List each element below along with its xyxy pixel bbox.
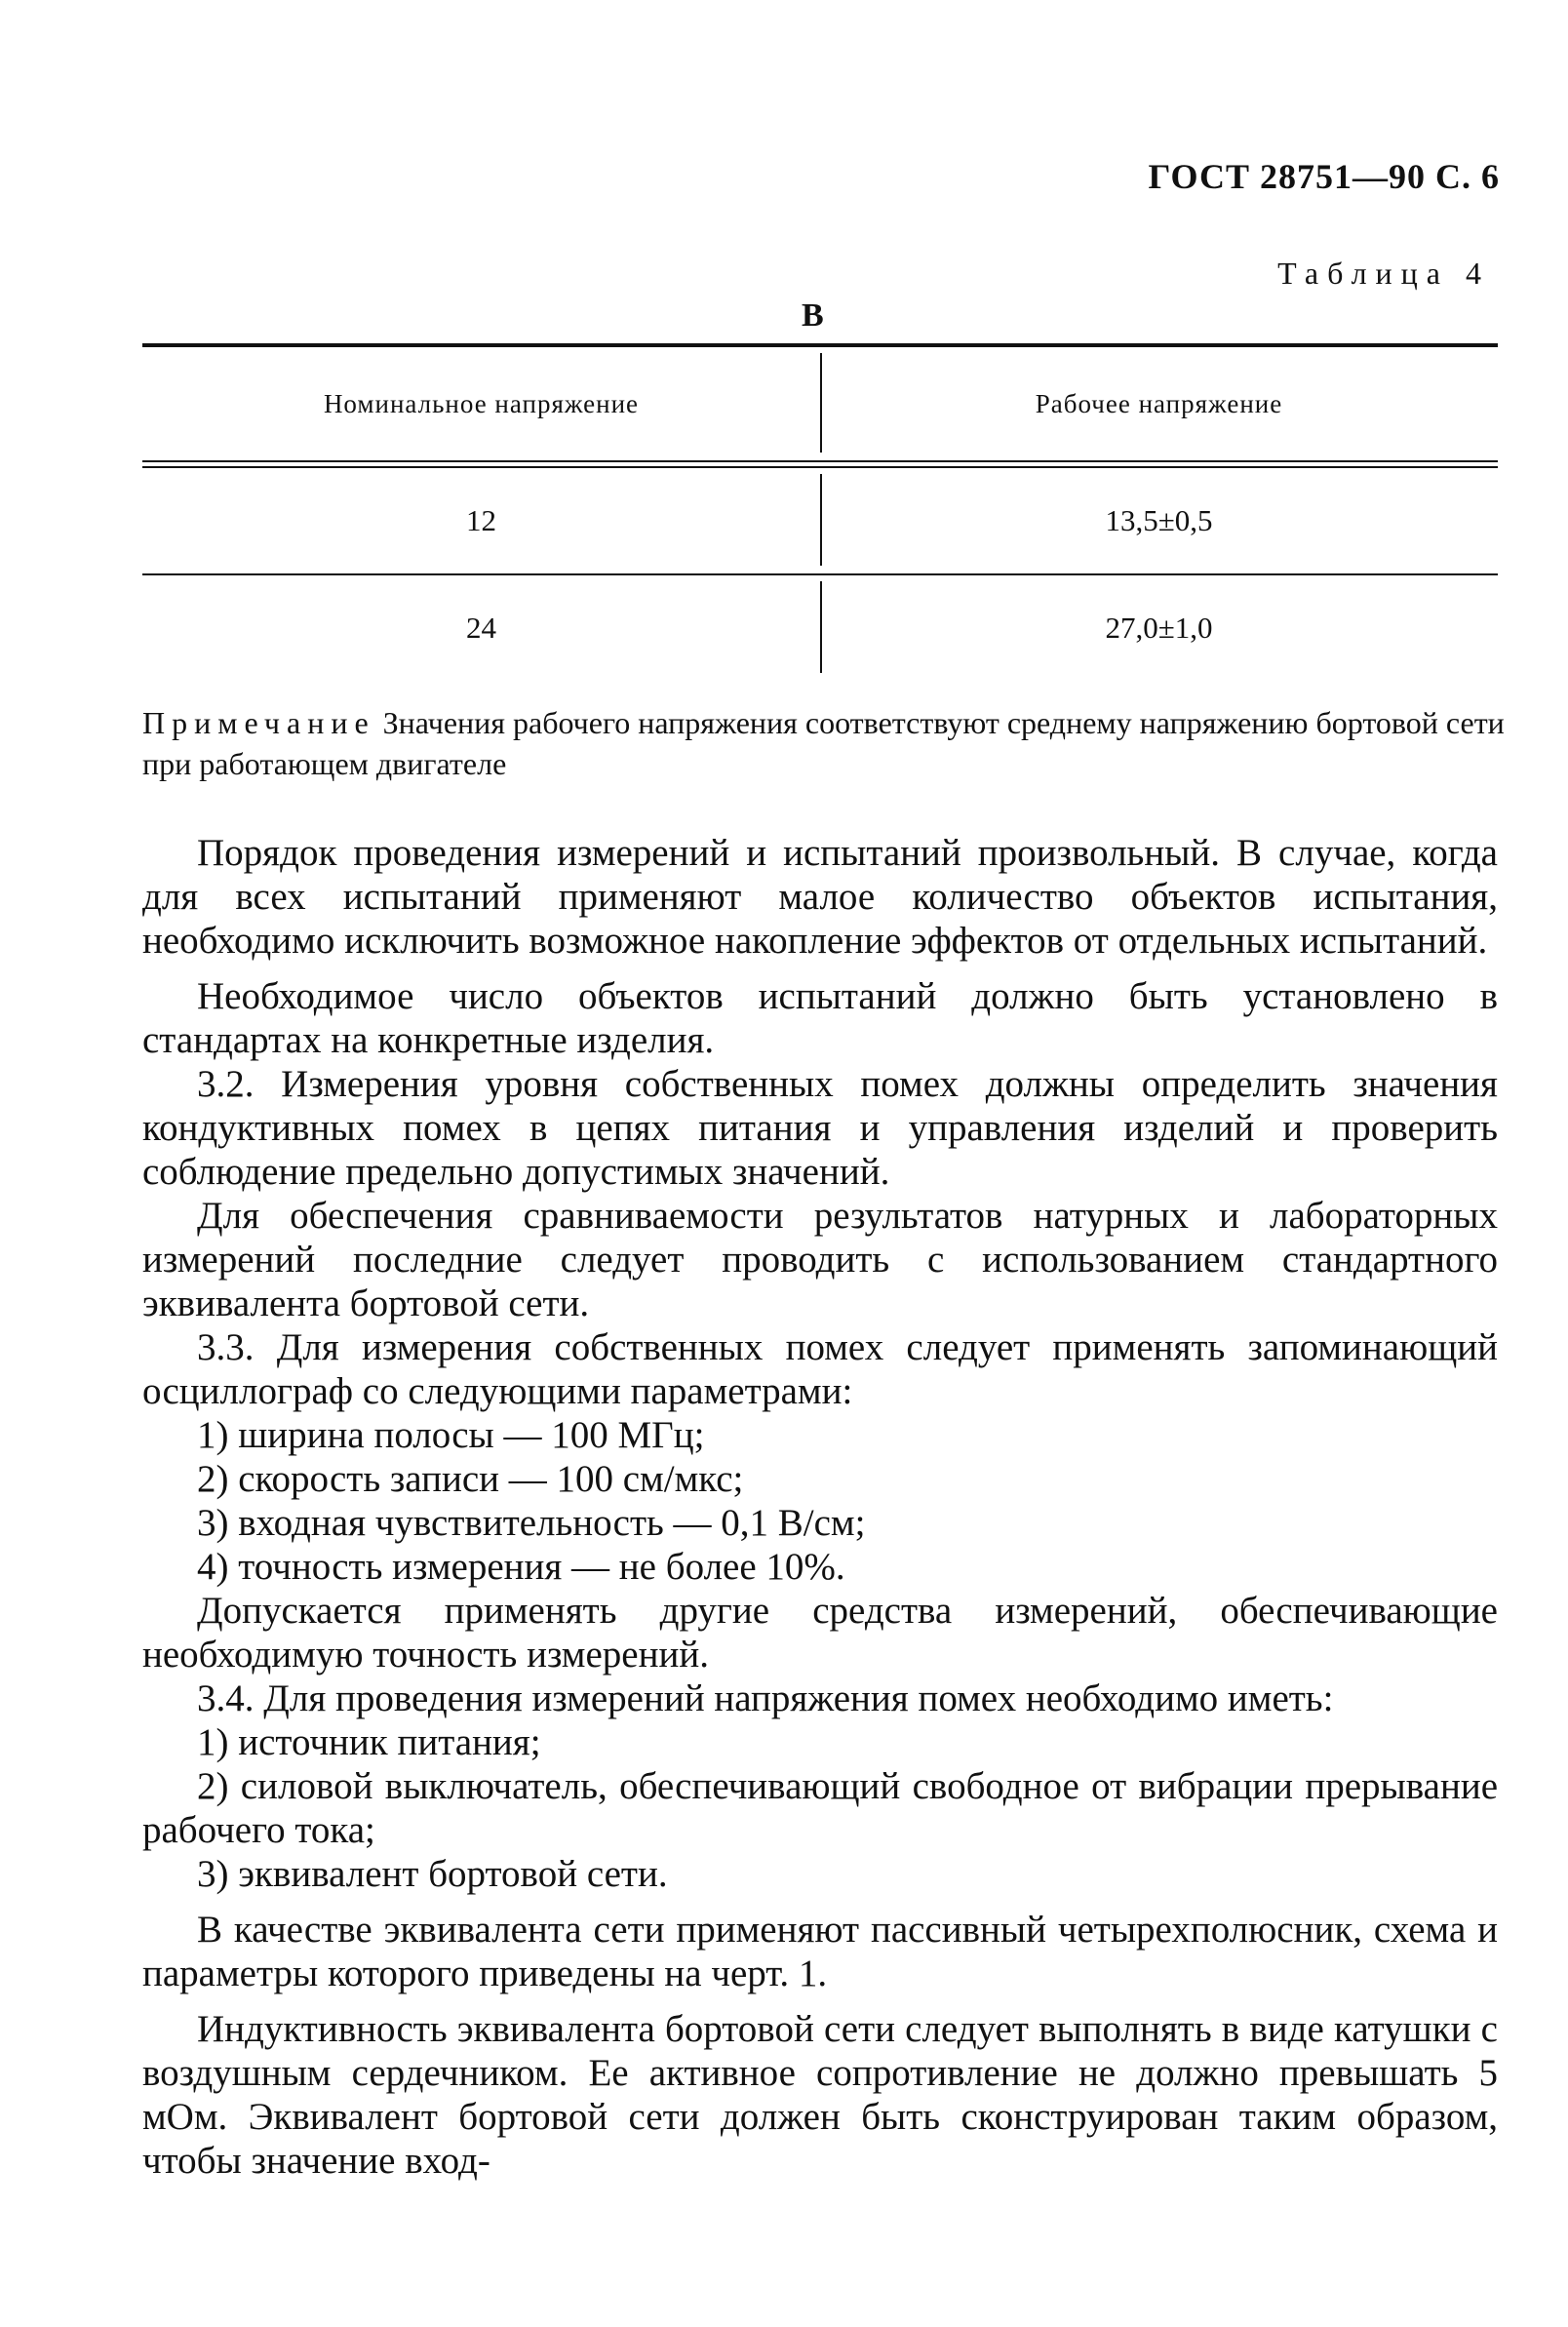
voltage-table [142, 343, 1498, 681]
document-reference: ГОСТ 28751—90 С. 6 [1148, 157, 1500, 196]
paragraph: 3.2. Измерения уровня собственных помех должны определить значения кондуктивных помех в цепях питания и управления изделий и проверить соблюдение предельно допустимых значений. [142, 1063, 1498, 1193]
paragraph: 3.3. Для измерения собственных помех следует применять запоминающий осциллограф со следующими параметрами: [142, 1326, 1498, 1412]
table-cell-operating: 27,0±1,0 [1105, 611, 1213, 645]
note-text: Значения рабочего напряжения соответствуют среднему напряжению бортовой сети при работающем двигателе [142, 705, 1505, 781]
table-cell-nominal: 24 [466, 611, 496, 645]
column-divider [820, 581, 822, 673]
paragraph: Порядок проведения измерений и испытаний произвольный. В случае, когда для всех испытаний применяют малое количество объектов испытания, необходимо исключить возможное накопление эффектов от отдельных испытаний. [142, 832, 1498, 962]
paragraph: Для обеспечения сравниваемости результатов натурных и лабораторных измерений последние следует проводить с использованием стандартного эквивалента бортовой сети. [142, 1195, 1498, 1324]
table-cell-operating: 13,5±0,5 [1105, 503, 1213, 537]
table-label: Таблица 4 [1277, 256, 1490, 291]
column-divider [820, 353, 822, 453]
table-cell-nominal: 12 [466, 503, 496, 537]
paragraph: Допускается применять другие средства измерений, обеспечивающие необходимую точность измерений. [142, 1590, 1498, 1676]
list-item: 2) силовой выключатель, обеспечивающий свободное от вибрации прерывание рабочего тока; [142, 1765, 1498, 1851]
column-header-operating: Рабочее напряжение [1035, 388, 1283, 418]
body-text [142, 831, 1498, 2183]
paragraph: Необходимое число объектов испытаний должно быть установлено в стандартах на конкретные изделия. [142, 975, 1498, 1061]
list-item: 1) источник питания; [197, 1721, 541, 1763]
table-header-row [142, 347, 1498, 460]
note-label: Примечание [142, 705, 375, 740]
table-row [142, 575, 1498, 681]
list-item: 1) ширина полосы — 100 МГц; [197, 1414, 705, 1456]
list-item: 3) эквивалент бортовой сети. [197, 1853, 668, 1895]
table-unit: В [802, 297, 824, 334]
table-header-rule [142, 460, 1498, 468]
table-row [142, 468, 1498, 573]
list-item: 2) скорость записи — 100 см/мкс; [197, 1458, 744, 1500]
paragraph: Индуктивность эквивалента бортовой сети следует выполнять в виде катушки с воздушным сердечником. Ее активное сопротивление не должно превышать 5 мОм. Эквивалент бортовой сети должен быть сконструирован таким образом, чтобы значение вход- [142, 2008, 1498, 2182]
list-item: 4) точность измерения — не более 10%. [197, 1546, 845, 1588]
table-note [142, 702, 1508, 784]
paragraph: 3.4. Для проведения измерений напряжения помех необходимо иметь: [197, 1677, 1334, 1719]
column-header-nominal: Номинальное напряжение [323, 388, 640, 418]
column-divider [820, 474, 822, 566]
paragraph: В качестве эквивалента сети применяют пассивный четырехполюсник, схема и параметры которого приведены на черт. 1. [142, 1909, 1498, 1994]
list-item: 3) входная чувствительность — 0,1 В/см; [197, 1502, 866, 1544]
